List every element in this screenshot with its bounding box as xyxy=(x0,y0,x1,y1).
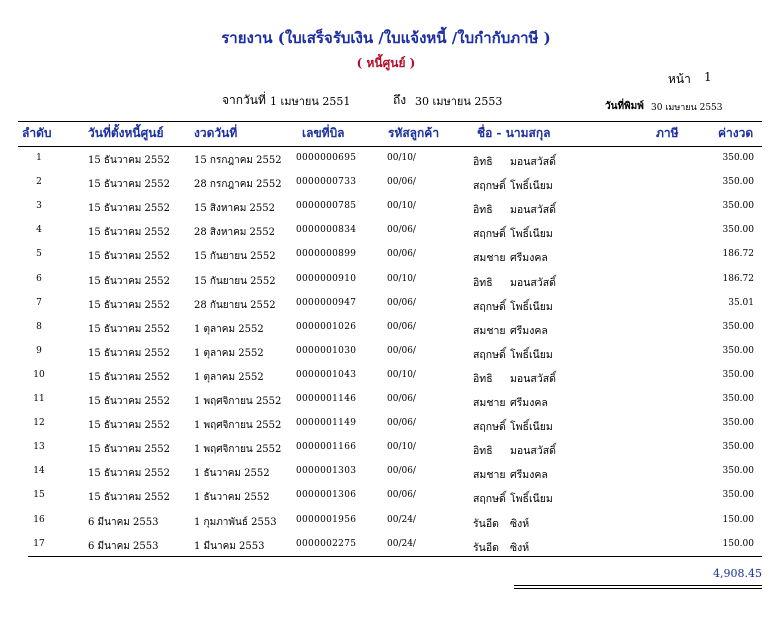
bill-number-cell: 0000000785 xyxy=(296,201,357,212)
amount-cell: 350.00 xyxy=(722,466,754,477)
last-name-cell: ศรีมงคล xyxy=(510,252,548,265)
amount-cell: 350.00 xyxy=(722,490,754,501)
row-number: 15 xyxy=(33,490,45,501)
total-double-rule-bottom xyxy=(514,588,762,589)
last-name-cell: มอนสวัสดิ์ xyxy=(510,276,556,289)
printed-date-label: วันที่พิมพ์ xyxy=(605,101,644,112)
col-header-period: งวดวันที่ xyxy=(194,126,238,140)
period-cell: 1 ตุลาคม 2552 xyxy=(194,371,264,383)
col-header-no: ลำดับ xyxy=(22,126,52,140)
due-date-cell: 15 ธันวาคม 2552 xyxy=(88,444,170,456)
printed-date-value: 30 เมษายน 2553 xyxy=(651,103,723,113)
customer-code-cell: 00/06/ xyxy=(387,394,416,404)
period-cell: 1 ตุลาคม 2552 xyxy=(194,347,264,359)
due-date-cell: 15 ธันวาคม 2552 xyxy=(88,299,170,311)
header-top-rule xyxy=(18,121,762,122)
period-cell: 1 พฤศจิกายน 2552 xyxy=(194,444,282,456)
table-row xyxy=(0,269,772,293)
row-number: 5 xyxy=(36,249,42,260)
col-header-amount: ค่างวด xyxy=(718,126,754,140)
period-cell: 15 สิงหาคม 2552 xyxy=(194,203,276,215)
total-amount: 4,908.45 xyxy=(713,567,762,580)
row-number: 13 xyxy=(33,442,45,453)
bill-number-cell: 0000001026 xyxy=(296,321,357,332)
customer-code-cell: 00/10/ xyxy=(387,442,416,453)
table-row xyxy=(0,244,772,268)
table-bottom-rule xyxy=(28,556,762,557)
last-name-cell: โพธิ์เนียม xyxy=(510,300,553,313)
header-bottom-rule xyxy=(18,146,762,147)
bill-number-cell: 0000001166 xyxy=(296,442,357,453)
due-date-cell: 15 ธันวาคม 2552 xyxy=(88,155,170,166)
due-date-cell: 15 ธันวาคม 2552 xyxy=(88,227,170,239)
amount-cell: 350.00 xyxy=(722,345,754,356)
col-header-bill-no: เลขที่บิล xyxy=(302,126,345,140)
customer-code-cell: 00/24/ xyxy=(387,538,416,549)
table-row xyxy=(0,510,772,534)
bill-number-cell: 0000000947 xyxy=(296,297,357,308)
amount-cell: 350.00 xyxy=(722,394,754,404)
last-name-cell: โพธิ์เนียม xyxy=(510,180,553,193)
page-label: หน้า xyxy=(668,72,691,86)
customer-code-cell: 00/06/ xyxy=(387,225,416,236)
col-header-tax: ภาษี xyxy=(656,126,679,140)
period-cell: 1 กุมภาพันธ์ 2553 xyxy=(194,516,277,528)
first-name-cell: สฤกษดิ์ xyxy=(473,180,506,193)
due-date-cell: 15 ธันวาคม 2552 xyxy=(88,420,170,432)
to-date-value: 30 เมษายน 2553 xyxy=(415,95,503,108)
report-title: รายงาน (ใบเสร็จรับเงิน /ใบแจ้งหนี้ /ใบกำกับภาษี ) xyxy=(221,29,551,47)
first-name-cell: อิทธิ xyxy=(473,156,493,168)
due-date-cell: 15 ธันวาคม 2552 xyxy=(88,371,170,383)
period-cell: 15 กันยายน 2552 xyxy=(194,275,276,287)
last-name-cell: โพธิ์เนียม xyxy=(510,421,553,434)
last-name-cell: ศรีมงคล xyxy=(510,469,548,482)
col-header-name: ชื่อ - นามสกุล xyxy=(477,126,551,140)
due-date-cell: 15 ธันวาคม 2552 xyxy=(88,396,170,407)
customer-code-cell: 00/06/ xyxy=(387,466,416,477)
bill-number-cell: 0000001030 xyxy=(296,345,357,356)
table-row xyxy=(0,148,772,172)
table-row xyxy=(0,485,772,509)
row-number: 1 xyxy=(36,153,42,163)
bill-number-cell: 0000000834 xyxy=(296,225,357,236)
table-row xyxy=(0,437,772,461)
customer-code-cell: 00/10/ xyxy=(387,273,416,284)
bill-number-cell: 0000001146 xyxy=(296,394,357,404)
first-name-cell: อิทธิ xyxy=(473,372,493,385)
first-name-cell: สฤกษดิ์ xyxy=(473,493,506,506)
amount-cell: 35.01 xyxy=(728,297,754,308)
last-name-cell: มอนสวัสดิ์ xyxy=(510,204,556,217)
row-number: 7 xyxy=(36,297,42,308)
from-date-value: 1 เมษายน 2551 xyxy=(270,95,351,108)
customer-code-cell: 00/24/ xyxy=(387,514,416,525)
due-date-cell: 15 ธันวาคม 2552 xyxy=(88,492,170,504)
due-date-cell: 15 ธันวาคม 2552 xyxy=(88,203,170,215)
customer-code-cell: 00/06/ xyxy=(387,297,416,308)
row-number: 4 xyxy=(36,225,42,236)
report-subtitle: ( หนี้ศูนย์ ) xyxy=(356,56,416,70)
row-number: 14 xyxy=(33,466,45,477)
table-row xyxy=(0,196,772,220)
last-name-cell: มอนสวัสดิ์ xyxy=(510,372,556,385)
table-row xyxy=(0,341,772,365)
due-date-cell: 15 ธันวาคม 2552 xyxy=(88,275,170,287)
amount-cell: 350.00 xyxy=(722,201,754,212)
customer-code-cell: 00/06/ xyxy=(387,490,416,501)
row-number: 12 xyxy=(33,418,45,429)
from-date-label: จากวันที่ xyxy=(222,93,266,107)
total-double-rule-top xyxy=(514,585,762,586)
customer-code-cell: 00/10/ xyxy=(387,201,416,212)
row-number: 3 xyxy=(36,201,42,212)
first-name-cell: สมชาย xyxy=(473,397,506,409)
bill-number-cell: 0000000899 xyxy=(296,249,357,260)
amount-cell: 350.00 xyxy=(722,442,754,453)
last-name-cell: มอนสวัสดิ์ xyxy=(510,156,556,168)
first-name-cell: รันอีด xyxy=(473,541,499,554)
table-row xyxy=(0,389,772,413)
amount-cell: 350.00 xyxy=(722,225,754,236)
first-name-cell: สมชาย xyxy=(473,252,506,265)
amount-cell: 150.00 xyxy=(722,514,754,525)
col-header-customer-code: รหัสลูกค้า xyxy=(388,126,440,140)
last-name-cell: โพธิ์เนียม xyxy=(510,493,553,506)
customer-code-cell: 00/06/ xyxy=(387,321,416,332)
last-name-cell: ศรีมงคล xyxy=(510,324,548,337)
first-name-cell: สฤกษดิ์ xyxy=(473,300,506,313)
first-name-cell: สฤกษดิ์ xyxy=(473,421,506,434)
page-number: 1 xyxy=(704,70,712,84)
period-cell: 1 พฤศจิกายน 2552 xyxy=(194,396,282,407)
last-name-cell: มอนสวัสดิ์ xyxy=(510,445,556,458)
to-date-label: ถึง xyxy=(393,93,407,107)
due-date-cell: 15 ธันวาคม 2552 xyxy=(88,251,170,263)
first-name-cell: อิทธิ xyxy=(473,204,493,217)
col-header-due-date: วันที่ตั้งหนี้ศูนย์ xyxy=(88,126,164,140)
row-number: 9 xyxy=(36,345,42,356)
amount-cell: 150.00 xyxy=(722,538,754,549)
amount-cell: 350.00 xyxy=(722,369,754,380)
customer-code-cell: 00/06/ xyxy=(387,177,416,188)
due-date-cell: 6 มีนาคม 2553 xyxy=(88,540,159,552)
table-row xyxy=(0,534,772,558)
bill-number-cell: 0000002275 xyxy=(296,538,357,549)
period-cell: 1 มีนาคม 2553 xyxy=(194,540,265,552)
bill-number-cell: 0000000910 xyxy=(296,273,357,284)
first-name-cell: สฤกษดิ์ xyxy=(473,228,506,241)
last-name-cell: ซิงห์ xyxy=(510,541,530,554)
last-name-cell: ศรีมงคล xyxy=(510,397,548,409)
amount-cell: 350.00 xyxy=(722,321,754,332)
period-cell: 1 ธันวาคม 2552 xyxy=(194,468,270,480)
due-date-cell: 15 ธันวาคม 2552 xyxy=(88,347,170,359)
bill-number-cell: 0000001956 xyxy=(296,514,357,525)
period-cell: 15 กันยายน 2552 xyxy=(194,251,276,263)
due-date-cell: 15 ธันวาคม 2552 xyxy=(88,179,170,191)
row-number: 10 xyxy=(33,369,45,380)
bill-number-cell: 0000000695 xyxy=(296,153,357,163)
table-row xyxy=(0,293,772,317)
customer-code-cell: 00/06/ xyxy=(387,418,416,429)
row-number: 16 xyxy=(33,514,45,525)
customer-code-cell: 00/06/ xyxy=(387,249,416,260)
row-number: 2 xyxy=(36,177,42,188)
row-number: 17 xyxy=(33,538,45,549)
row-number: 6 xyxy=(36,273,42,284)
bill-number-cell: 0000000733 xyxy=(296,177,357,188)
row-number: 8 xyxy=(36,321,42,332)
first-name-cell: อิทธิ xyxy=(473,276,493,289)
period-cell: 28 กันยายน 2552 xyxy=(194,299,276,311)
period-cell: 1 ตุลาคม 2552 xyxy=(194,323,264,335)
last-name-cell: โพธิ์เนียม xyxy=(510,348,553,361)
bill-number-cell: 0000001043 xyxy=(296,369,357,380)
customer-code-cell: 00/06/ xyxy=(387,345,416,356)
amount-cell: 350.00 xyxy=(722,153,754,163)
customer-code-cell: 00/10/ xyxy=(387,369,416,380)
last-name-cell: โพธิ์เนียม xyxy=(510,228,553,241)
due-date-cell: 6 มีนาคม 2553 xyxy=(88,516,159,528)
first-name-cell: รันอีด xyxy=(473,517,499,530)
first-name-cell: สมชาย xyxy=(473,469,506,482)
period-cell: 1 พฤศจิกายน 2552 xyxy=(194,420,282,432)
period-cell: 1 ธันวาคม 2552 xyxy=(194,492,270,504)
row-number: 11 xyxy=(33,394,45,404)
period-cell: 15 กรกฎาคม 2552 xyxy=(194,155,282,166)
first-name-cell: สมชาย xyxy=(473,324,506,337)
table-row xyxy=(0,172,772,196)
due-date-cell: 15 ธันวาคม 2552 xyxy=(88,323,170,335)
due-date-cell: 15 ธันวาคม 2552 xyxy=(88,468,170,480)
first-name-cell: สฤกษดิ์ xyxy=(473,348,506,361)
first-name-cell: อิทธิ xyxy=(473,445,493,458)
table-row xyxy=(0,220,772,244)
period-cell: 28 สิงหาคม 2552 xyxy=(194,227,276,239)
customer-code-cell: 00/10/ xyxy=(387,153,416,163)
amount-cell: 186.72 xyxy=(722,249,754,260)
period-cell: 28 กรกฎาคม 2552 xyxy=(194,179,282,191)
table-row xyxy=(0,461,772,485)
amount-cell: 350.00 xyxy=(722,418,754,429)
amount-cell: 350.00 xyxy=(722,177,754,188)
table-row xyxy=(0,317,772,341)
bill-number-cell: 0000001306 xyxy=(296,490,357,501)
table-row xyxy=(0,413,772,437)
bill-number-cell: 0000001149 xyxy=(296,418,357,429)
table-row xyxy=(0,365,772,389)
bill-number-cell: 0000001303 xyxy=(296,466,357,477)
last-name-cell: ซิงห์ xyxy=(510,517,530,530)
amount-cell: 186.72 xyxy=(722,273,754,284)
